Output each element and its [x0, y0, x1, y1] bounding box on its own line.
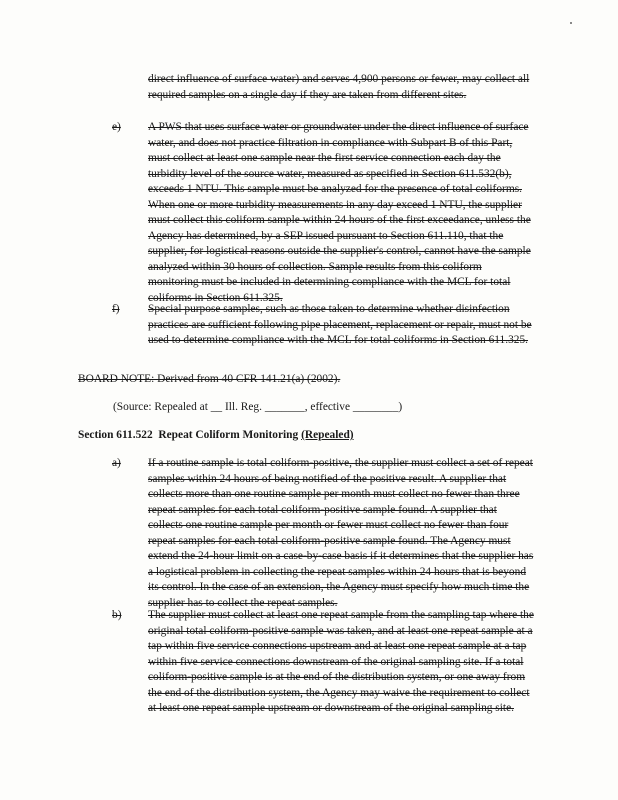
page-mark: [570, 22, 572, 24]
para-f-text: Special purpose samples, such as those taken to determine whether disinfection practices are sufficient following pipe placement, replacement or repair, must not be used to determine compliance with the MCL for total coliforms in Section 611.325.: [148, 303, 532, 346]
intro-text: direct influence of surface water) and serves 4,900 persons or fewer, may collect all required samples on a single day if they are taken from different sites.: [148, 73, 530, 101]
source-note: (Source: Repealed at __ Ill. Reg. _______, effective ________): [113, 401, 403, 413]
para-f-label: f): [112, 303, 120, 315]
para-a-text: If a routine sample is total coliform-positive, the supplier must collect a set of repeat samples within 24 hours of being notified of the positive result. A supplier that collects more than one routine sample per month must collect no fewer than three repeat samples for each total coliform-positive sample found. A supplier that collects one routine sample per month or fewer must collect no fewer than four repeat samples for each total coliform-positive sample found. The Agency must extend the 24-hour limit on a case-by-case basis if it determines that the supplier has a logistical problem in collecting the repeat samples within 24 hours that is beyond its control. In the case of an extension, the Agency must specify how much time the supplier has to collect the repeat samples.: [148, 457, 534, 609]
section-number: Section 611.522: [78, 429, 153, 441]
repealed-label: (Repealed): [301, 429, 354, 441]
section-heading: [78, 428, 354, 444]
para-e-text: A PWS that uses surface water or groundwater under the direct influence of surface water, and does not practice filtration in compliance with Subpart B of this Part, must collect at least one sample near the first service connection each day the turbidity level of the source water, measured as specified in Section 611.532(b), exceeds 1 NTU. This sample must be analyzed for the presence of total coliforms. When one or more turbidity measurements in any day exceed 1 NTU, the supplier must collect this coliform sample within 24 hours of the first exceedance, unless the Agency has determined, by a SEP issued pursuant to Section 611.110, that the supplier, for logistical reasons outside the supplier's control, cannot have the sample analyzed within 30 hours of collection. Sample results from this coliform monitoring must be included in determining compliance with the MCL for total coliforms in Section 611.325.: [148, 121, 531, 304]
para-a-label: a): [112, 457, 121, 469]
para-b-label: b): [112, 609, 122, 621]
section-title: Repeat Coliform Monitoring: [158, 429, 299, 441]
board-note: BOARD NOTE: Derived from 40 CFR 141.21(a) (2002).: [78, 373, 341, 385]
para-b-text: The supplier must collect at least one repeat sample from the sampling tap where the original total coliform-positive sample was taken, and at least one repeat sample at a tap within five service connections upstream and at least one repeat sample at a tap within five service connections downstream of the original sampling site. If a total coliform-positive sample is at the end of the distribution system, or one away from the end of the distribution system, the Agency may waive the requirement to collect at least one repeat sample upstream or downstream of the original sampling site.: [148, 609, 534, 714]
para-e-label: e): [112, 121, 121, 133]
